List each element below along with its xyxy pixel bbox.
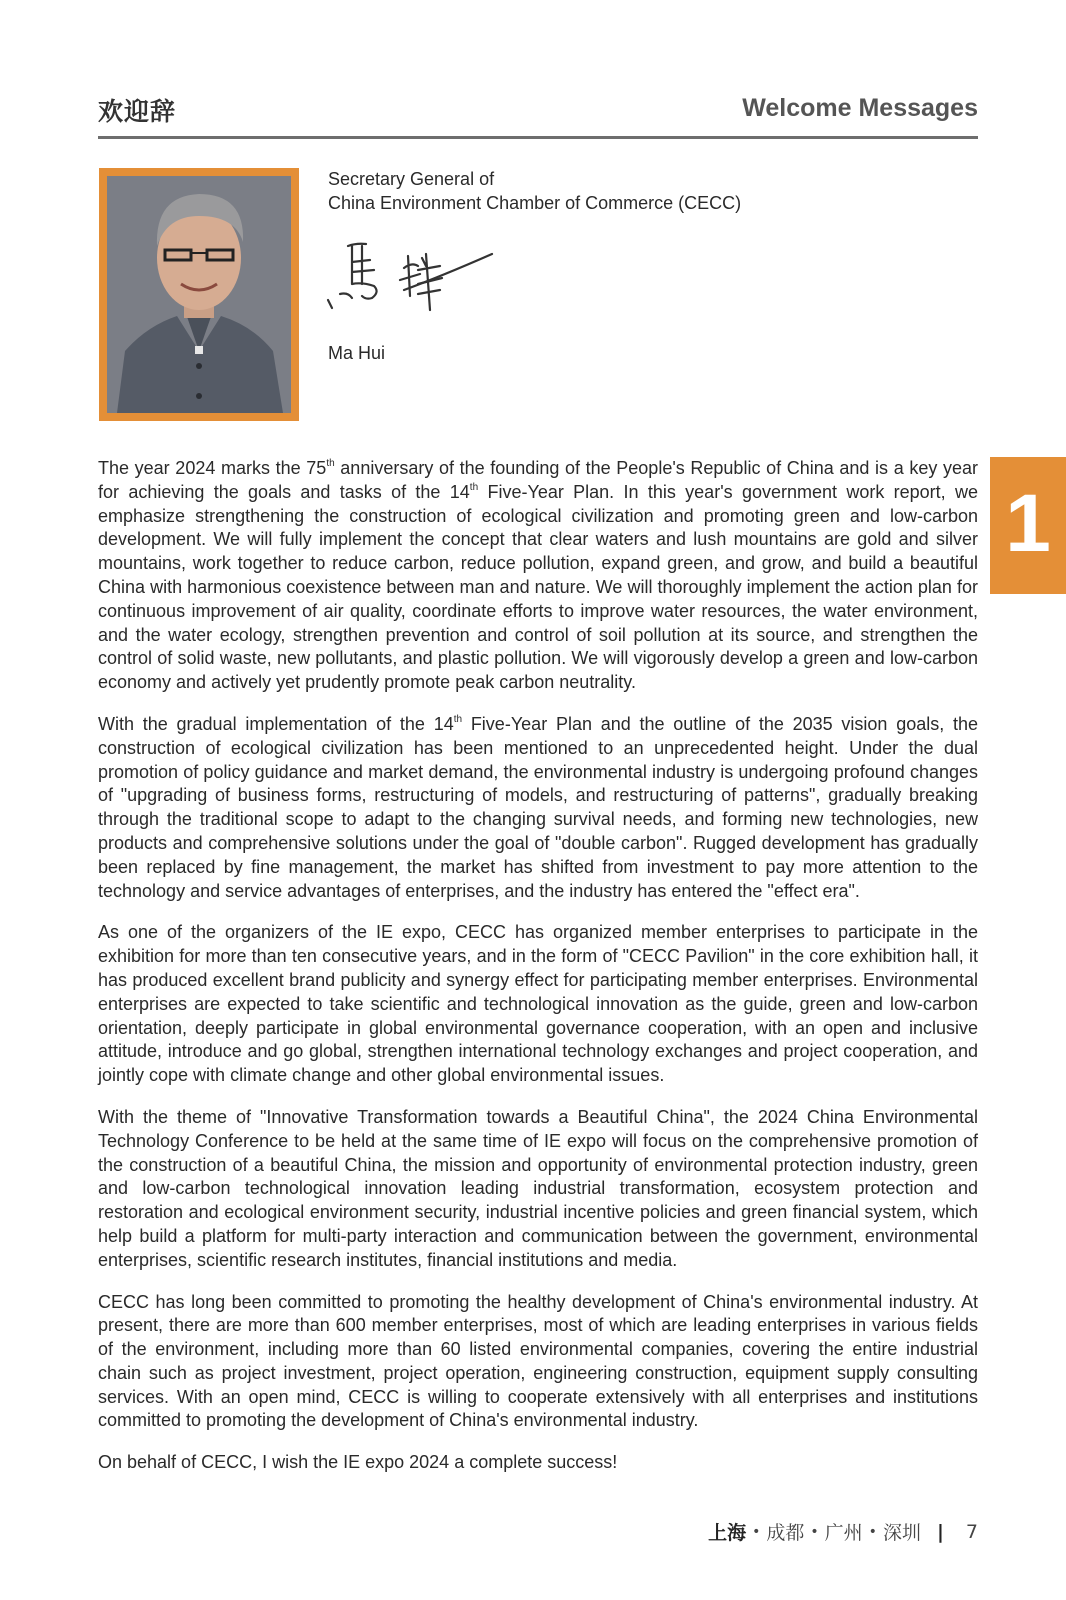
handwritten-signature (322, 226, 502, 326)
paragraph-text: anniversary of the founding of the People's Republic of China and is a key year for achieving the goals and tasks of the 14 (98, 458, 979, 502)
signer-name: Ma Hui (328, 343, 386, 363)
portrait-photo (107, 176, 291, 413)
signer-title-line2: China Environment Chamber of Commerce (CECC) (328, 193, 742, 213)
chapter-number: 1 (1005, 478, 1051, 569)
footer-separator: • (810, 1523, 819, 1540)
chapter-tab (990, 457, 1066, 594)
portrait-illustration (107, 176, 291, 413)
signer-title (328, 167, 741, 215)
paragraph-text: Five-Year Plan and the outline of the 2035 vision goals, the construction of ecological civilization has been mentioned to an unprecedented height. Under the dual promotion of policy guidance and market demand, the environmental industry is undergoing profound changes of "upgrading of business forms, restructuring of models, and restructuring of patterns", gradually breaking through the traditional scope to adapt to the changing survival needs, and forming new technologies, new products and comprehensive solutions under the goal of "double carbon". Rugged development has gradually been replaced by fine management, the market has shifted from investment to pay more attention to the technology and service advantages of enterprises, and the industry has entered the "effect era". (98, 713, 978, 901)
paragraph-1 (98, 457, 978, 695)
page-number: 7 (965, 1520, 978, 1543)
closing-line: On behalf of CECC, I wish the IE expo 2024 a complete success! (98, 1452, 618, 1473)
paragraph-3: As one of the organizers of the IE expo, CECC has organized member enterprises to participate in the exhibition for more than ten consecutive years, and in the form of "CECC Pavilion" in the core exhibition hall, it has produced excellent brand publicity and synergy effect for participating member enterprises. Environmental enterprises are expected to take scientific and technological innovation as the guide, green and low-carbon orientation, deeply participate in global environmental governance cooperation, with an open and inclusive attitude, introduce and go global, strengthen international technology exchanges and project cooperation, and jointly cope with climate change and other global environmental issues. (98, 922, 978, 1086)
footer-divider: | (936, 1520, 944, 1543)
paragraph-5: CECC has long been committed to promoting the healthy development of China's environmental industry. At present, there are more than 600 member enterprises, most of which are leading enterprises in various fields of the environment, including more than 60 listed environmental companies, covering the entire industrial chain such as project investment, project operation, engineering construction, equipment supply consulting services. With an open mind, CECC is willing to cooperate extensively with all enterprises and institutions committed to promoting the development of China's environmental industry. (98, 1291, 978, 1431)
ordinal-suffix: th (326, 458, 335, 469)
header-title-english: Welcome Messages (742, 94, 978, 122)
footer-separator: • (868, 1523, 877, 1540)
header-divider (98, 136, 978, 139)
paragraph-text: With the gradual implementation of the 14 (98, 713, 454, 734)
paragraph-2 (98, 713, 978, 903)
header-title-chinese: 欢迎辞 (98, 97, 177, 126)
footer-city-shanghai: 上海 (708, 1522, 747, 1544)
footer-separator: • (752, 1523, 761, 1540)
paragraph-4: With the theme of "Innovative Transformation towards a Beautiful China", the 2024 China Environmental Technology Conference to be held at the same time of IE expo will focus on the comprehensive promotion of the construction of a beautiful China, the mission and opportunity of environmental protection industry, green and low-carbon technological innovation leading industrial transformation, ecosystem protection and restoration and ecological environment security, industrial incentive policies and green financial system, which help build a platform for multi-party interaction and communication between the government, environmental enterprises, scientific research institutes, financial institutions and media. (98, 1106, 978, 1270)
ordinal-suffix: th (469, 481, 479, 493)
signer-title-line1: Secretary General of (328, 169, 495, 189)
footer-city-shenzhen: 深圳 (882, 1522, 921, 1544)
portrait-frame (99, 168, 299, 421)
welcome-message-body (98, 457, 978, 1493)
footer-city-guangzhou: 广州 (824, 1522, 863, 1544)
paragraph-text: The year 2024 marks the 75 (98, 458, 327, 478)
page-footer (708, 1518, 978, 1545)
footer-city-chengdu: 成都 (766, 1522, 805, 1544)
paragraph-text: Five-Year Plan. In this year's government work report, we emphasize strengthening the construction of ecological civilization and promoting green and low-carbon development. We will fully implement the concept that clear waters and lush mountains are gold and silver mountains, work together to reduce carbon, reduce pollution, expand green, and grow, and build a beautiful China with harmonious coexistence between man and nature. We will thoroughly implement the action plan for continuous improvement of air quality, coordinate efforts to improve water resources, the water environment, and the water ecology, strengthen prevention and control of soil pollution at its source, and strengthen the control of solid waste, new pollutants, and plastic pollution. We will vigorously develop a green and low-carbon economy and actively yet prudently promote peak carbon neutrality. (98, 481, 979, 693)
ordinal-suffix: th (453, 713, 463, 725)
